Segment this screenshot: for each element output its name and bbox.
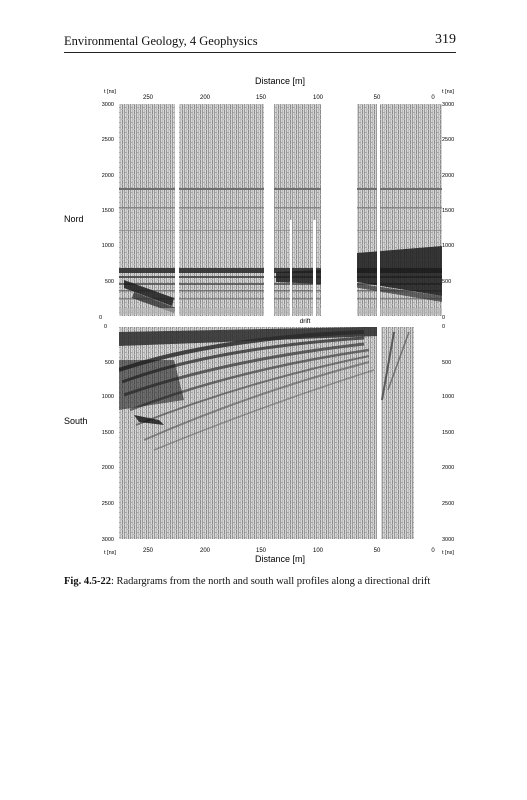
north-left-tick-2500: 2500 <box>101 137 114 143</box>
north-right-tick-3000: 3000 <box>442 102 455 108</box>
bottom-axis-title: Distance [m] <box>254 554 306 564</box>
top-tick-150: 150 <box>255 95 267 101</box>
north-panel-label: Nord <box>64 214 84 224</box>
north-left-tick-1000: 1000 <box>101 243 114 249</box>
running-head <box>64 30 456 52</box>
south-right-tick-0: 0 <box>442 324 446 330</box>
south-right-tick-2000: 2000 <box>442 465 455 471</box>
south-right-tick-2500: 2500 <box>442 501 455 507</box>
south-panel-label: South <box>64 416 88 426</box>
south-time-unit-left: t [ns] <box>104 550 116 556</box>
north-left-tick-1500: 1500 <box>101 208 114 214</box>
south-left-tick-2500: 2500 <box>101 501 114 507</box>
top-tick-50: 50 <box>373 95 381 101</box>
north-radargram <box>119 104 442 316</box>
north-left-tick-0: 0 <box>99 315 103 321</box>
south-right-tick-1000: 1000 <box>442 394 455 400</box>
bottom-tick-200: 200 <box>199 548 211 554</box>
south-segment-right <box>381 327 414 539</box>
top-tick-250: 250 <box>142 95 154 101</box>
south-right-tick-3000: 3000 <box>442 537 455 543</box>
north-right-tick-500: 500 <box>442 279 452 285</box>
bottom-tick-250: 250 <box>142 548 154 554</box>
south-left-tick-500: 500 <box>104 360 114 366</box>
south-right-tick-500: 500 <box>442 360 452 366</box>
south-left-tick-2000: 2000 <box>101 465 114 471</box>
south-right-tick-1500: 1500 <box>442 430 455 436</box>
drift-label: drift <box>299 318 311 325</box>
south-left-tick-3000: 3000 <box>101 537 114 543</box>
radargram-svg <box>64 70 456 565</box>
bottom-tick-50: 50 <box>373 548 381 554</box>
north-time-unit-left: t [ns] <box>104 89 116 95</box>
bottom-tick-0: 0 <box>431 548 435 554</box>
bottom-tick-150: 150 <box>255 548 267 554</box>
north-left-tick-3000: 3000 <box>101 102 114 108</box>
north-left-tick-2000: 2000 <box>101 173 114 179</box>
south-radargram <box>119 327 414 539</box>
south-left-tick-1500: 1500 <box>101 430 114 436</box>
top-tick-200: 200 <box>199 95 211 101</box>
top-axis-title: Distance [m] <box>254 76 306 86</box>
figure-caption-text: : Radargrams from the north and south wall profiles along a directional drift <box>110 576 431 587</box>
north-left-tick-500: 500 <box>104 279 114 285</box>
south-left-tick-1000: 1000 <box>101 394 114 400</box>
north-right-tick-2000: 2000 <box>442 173 455 179</box>
top-tick-100: 100 <box>312 95 324 101</box>
north-right-tick-1500: 1500 <box>442 208 455 214</box>
top-tick-0: 0 <box>431 95 435 101</box>
north-right-tick-2500: 2500 <box>442 137 455 143</box>
bottom-tick-100: 100 <box>312 548 324 554</box>
north-time-unit-right: t [ns] <box>442 89 454 95</box>
figure-caption <box>64 575 464 589</box>
radargram-figure <box>64 70 456 565</box>
north-right-tick-0: 0 <box>442 315 446 321</box>
running-head-title: Environmental Geology, 4 Geophysics <box>64 34 258 48</box>
page-number: 319 <box>435 32 456 47</box>
figure-caption-label: Fig. 4.5-22 <box>64 576 111 587</box>
south-left-tick-0: 0 <box>104 324 108 330</box>
header-rule <box>64 52 456 53</box>
north-right-tick-1000: 1000 <box>442 243 455 249</box>
south-time-unit-right: t [ns] <box>442 550 454 556</box>
